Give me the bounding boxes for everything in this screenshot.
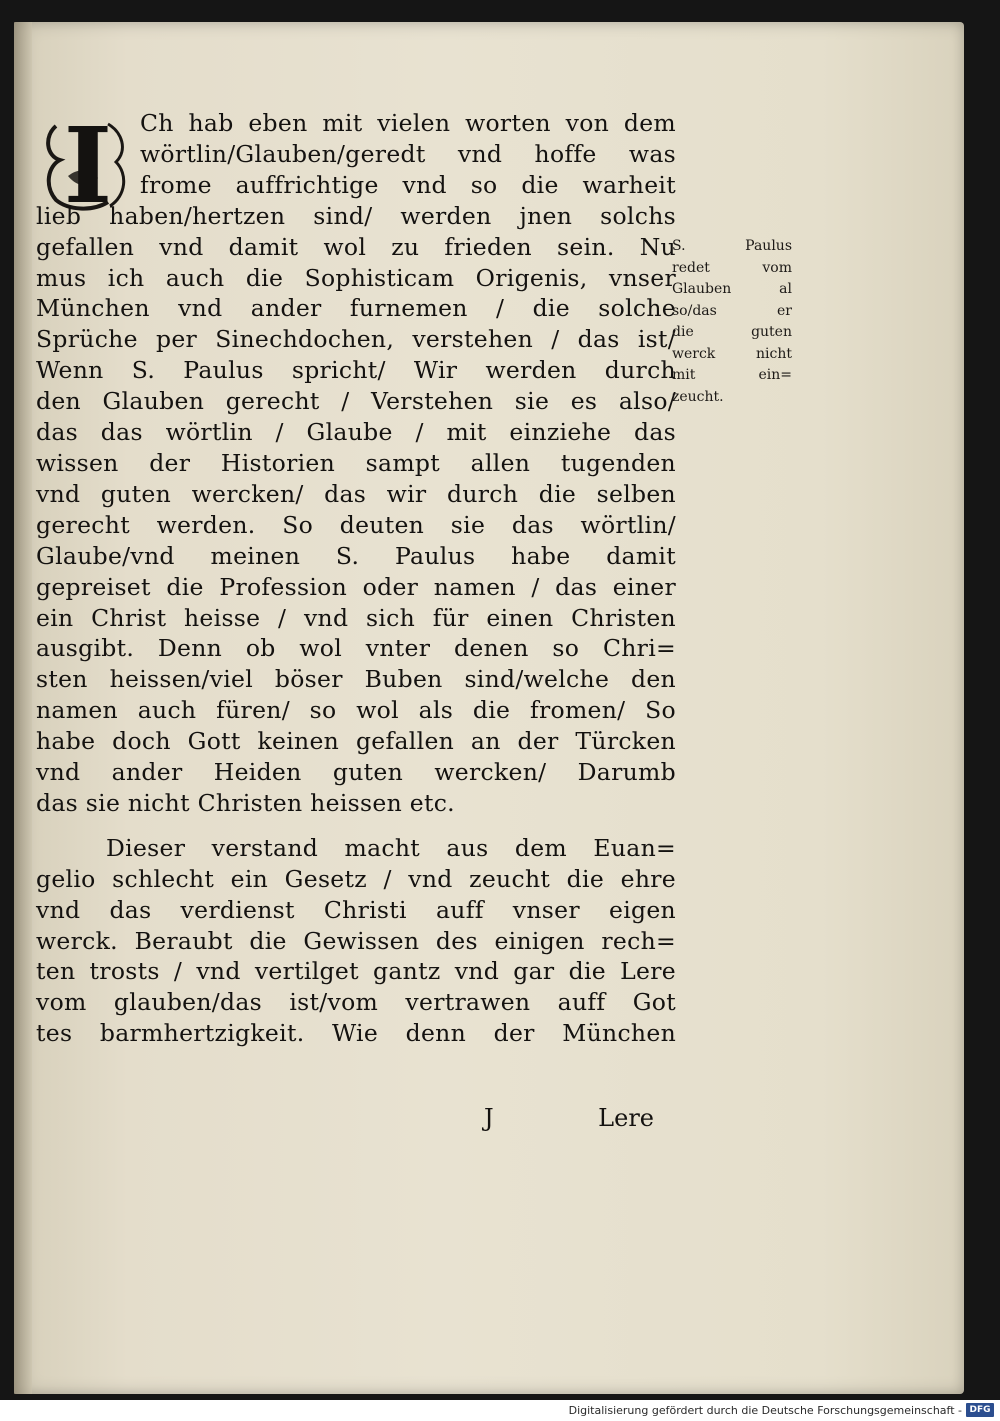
text-line: das sie nicht Christen heissen etc. (36, 788, 455, 817)
text-line: habe doch Gott keinen gefallen an der Türcken (36, 727, 676, 756)
text-line: gepreiset die Profession oder namen / das einer (36, 572, 676, 601)
text-line: lieb haben/hertzen sind/ werden jnen solchs (36, 201, 676, 230)
margin-note (672, 236, 792, 408)
text-line: vnd ander Heiden guten wercken/ Darumb (36, 758, 676, 787)
page-signature-row (484, 1104, 654, 1132)
text-line: Dieser verstand macht aus dem Euan= (106, 833, 676, 862)
margin-note-line: S. Paulus (672, 238, 792, 254)
text-line: Wenn S. Paulus spricht/ Wir werden durch (36, 356, 676, 385)
text-line: vom glauben/das ist/vom vertrawen auff Got (36, 988, 676, 1017)
text-line: Glaube/vnd meinen S. Paulus habe damit (36, 541, 676, 570)
text-line: Ch hab eben mit vielen worten von dem (140, 109, 676, 137)
text-line: mus ich auch die Sophisticam Origenis, vnser (36, 263, 676, 292)
margin-note-line: mit ein= (672, 367, 792, 383)
text-line: wörtlin/Glauben/geredt vnd hoffe was (140, 139, 676, 168)
text-line: ten trosts / vnd vertilget gantz vnd gar die Lere (36, 957, 676, 986)
text-line: gelio schlecht ein Gesetz / vnd zeucht die ehre (36, 864, 676, 893)
dfg-logo: DFG (966, 1403, 994, 1417)
paragraph-1 (36, 104, 676, 819)
text-line: das das wörtlin / Glaube / mit einziehe das (36, 418, 676, 447)
text-line: vnd das verdienst Christi auff vnser eigen (36, 895, 676, 924)
margin-note-line: redet vom (672, 259, 792, 276)
catchword: Lere (598, 1104, 654, 1132)
text-line: den Glauben gerecht / Verstehen sie es also/ (36, 387, 676, 416)
page-gutter (14, 22, 32, 1394)
text-line: vnd guten wercken/ das wir durch die selben (36, 479, 676, 508)
text-line: ein Christ heisse / vnd sich für einen Christen (36, 603, 676, 632)
dropcap-letter: I (63, 104, 113, 227)
text-line: gefallen vnd damit wol zu frieden sein. Nu (36, 232, 676, 261)
footer-bar (0, 1400, 1000, 1421)
footer-credit: Digitalisierung gefördert durch die Deutsche Forschungsgemeinschaft - (568, 1404, 962, 1417)
margin-note-line: werck nicht (672, 345, 792, 362)
margin-note-line: die guten (672, 324, 792, 340)
text-line: Sprüche per Sinechdochen, verstehen / das ist/ (36, 325, 676, 354)
text-line: ausgibt. Denn ob wol vnter denen so Chri= (36, 634, 676, 663)
text-line: frome auffrichtige vnd so die warheit (140, 170, 676, 199)
text-line: tes barmhertzigkeit. Wie denn der München (36, 1019, 676, 1048)
margin-note-line: so/das er (672, 302, 792, 319)
signature-mark: J (484, 1104, 494, 1132)
main-text-block (36, 104, 676, 1049)
text-line: München vnd ander furnemen / die solche (36, 294, 676, 323)
text-line: wissen der Historien sampt allen tugenden (36, 448, 676, 477)
text-line: gerecht werden. So deuten sie das wörtlin/ (36, 510, 676, 539)
text-line: sten heissen/viel böser Buben sind/welche den (36, 665, 676, 694)
text-line: namen auch füren/ so wol als die fromen/ So (36, 696, 676, 725)
margin-note-line: Glauben al (672, 281, 792, 297)
text-line: werck. Beraubt die Gewissen des einigen rech= (36, 926, 676, 955)
margin-note-line: zeucht. (672, 388, 724, 405)
paragraph-2 (36, 833, 676, 1049)
